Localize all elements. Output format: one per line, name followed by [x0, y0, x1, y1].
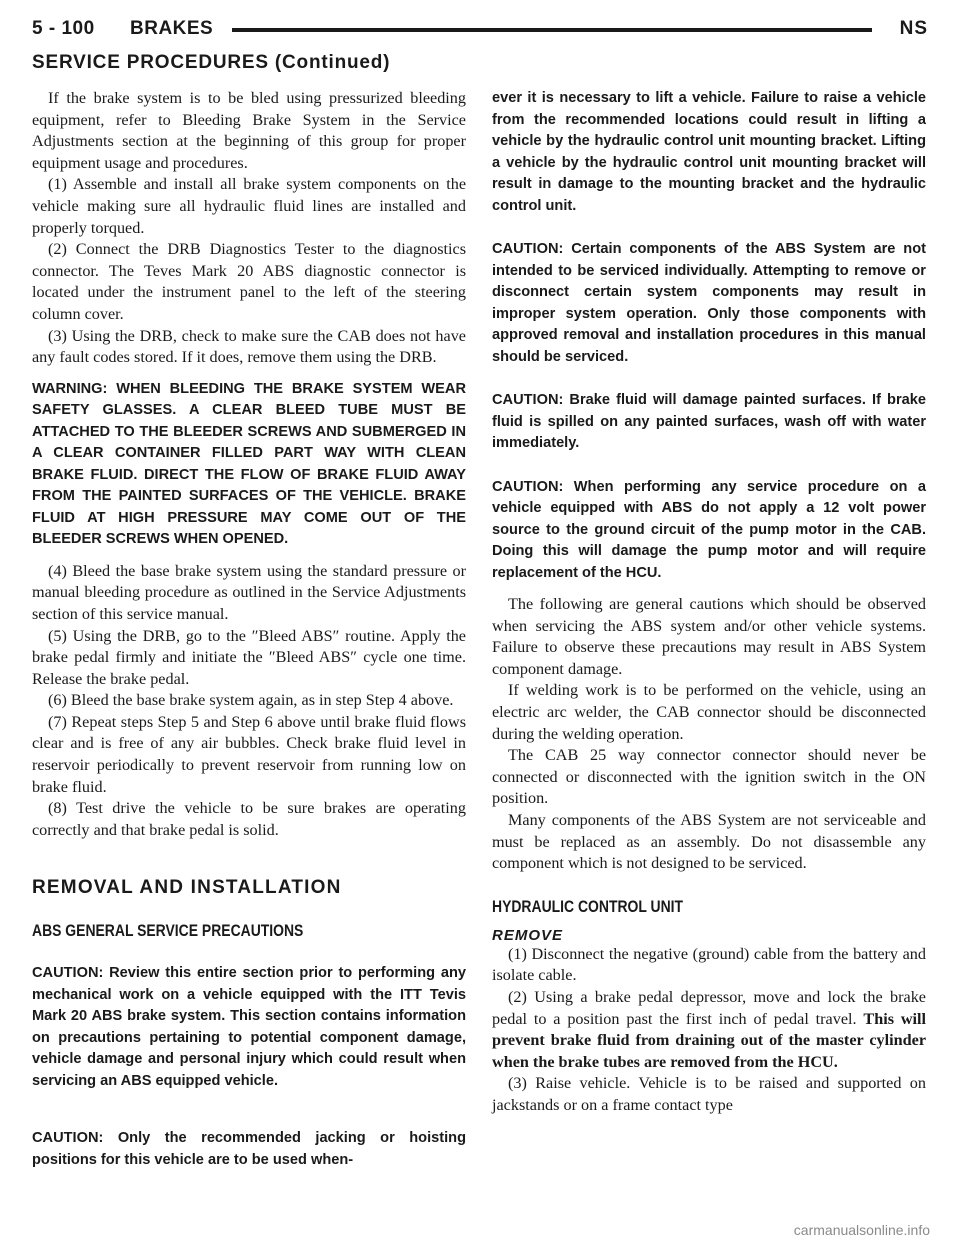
- remove-step-2: [492, 987, 926, 1073]
- caution-components: CAUTION: Certain components of the ABS System are not intended to be serviced individually. Attempting to remove or disconnect certain system components may result in improper system operation. Only those components with approved removal and installation procedures in this manual should be serviced.: [492, 241, 926, 365]
- remove-step-1: (1) Disconnect the negative (ground) cable from the battery and isolate cable.: [492, 944, 926, 985]
- section-name: BRAKES: [130, 18, 214, 39]
- caution-review: CAUTION: Review this entire section prior to performing any mechanical work on a vehicle equipped with the ITT Tevis Mark 20 ABS brake system. This section contains information on precautions pertaining to potential component damage, vehicle damage and personal injury which could result when servicing an ABS equipped vehicle.: [32, 965, 466, 1089]
- remove-step-2-text: (2) Using a brake pedal depressor, move and lock the brake pedal to a position past the first inch of pedal travel.: [492, 987, 926, 1028]
- step-1: (1) Assemble and install all brake system components on the vehicle making sure all hydraulic fluid lines are installed and properly torqued.: [32, 175, 466, 237]
- heading-removal-installation: REMOVAL AND INSTALLATION: [32, 877, 342, 899]
- caution-power-source: CAUTION: When performing any service procedure on a vehicle equipped with ABS do not apply a 12 volt power source to the ground circuit of the pump motor in the CAB. Doing this will damage the pump motor and will require replacement of the HCU.: [492, 478, 926, 581]
- step-7: (7) Repeat steps Step 5 and Step 6 above until brake fluid flows clear and is free of any air bubbles. Check brake fluid level in reservoir periodically to prevent reservoir from running low on brake fluid.: [32, 712, 466, 796]
- model-code: NS: [899, 18, 928, 39]
- watermark: carmanualsonline.info: [793, 1222, 930, 1238]
- caution-jacking-end: ever it is necessary to lift a vehicle. Failure to raise a vehicle from the recommended locations could result in lifting a vehicle by the hydraulic control unit mounting bracket. Lifting a vehicle by the hydraulic control unit mounting bracket will result in damage to the mounting bracket and the hydraulic control unit.: [492, 90, 926, 214]
- step-8: (8) Test drive the vehicle to be sure brakes are operating correctly and that brake pedal is solid.: [32, 799, 466, 839]
- intro-paragraph: If the brake system is to be bled using pressurized bleeding equipment, refer to Bleeding Brake System in the Service Adjustments section at the beginning of this group for proper equipment usage and procedures.: [32, 89, 466, 172]
- step-2: (2) Connect the DRB Diagnostics Tester to the diagnostics connector. The Teves Mark 20 ABS diagnostic connector is located under the instrument panel to the left of the steering column cover.: [32, 240, 466, 323]
- right-column: [492, 88, 926, 1116]
- step-6: (6) Bleed the base brake system again, as in step Step 4 above.: [48, 691, 454, 710]
- remove-step-2-bold: This will prevent brake fluid from draining out of the master cylinder when the brake tubes are removed from the HCU.: [492, 1009, 927, 1071]
- caution-brake-fluid: CAUTION: Brake fluid will damage painted surfaces. If brake fluid is spilled on any painted surfaces, wash off with water immediately.: [492, 392, 926, 451]
- general-cautions: The following are general cautions which should be observed when servicing the ABS system and/or other vehicle systems. Failure to observe these precautions may result in ABS System component damage.: [492, 595, 926, 678]
- page-header: [32, 14, 928, 48]
- header-rule: [232, 28, 872, 32]
- step-3: (3) Using the DRB, check to make sure the CAB does not have any fault codes stored. If it does, remove them using the DRB.: [32, 326, 466, 367]
- caution-jacking-start: CAUTION: Only the recommended jacking or hoisting positions for this vehicle are to be used when-: [32, 1130, 466, 1168]
- running-title: SERVICE PROCEDURES (Continued): [32, 52, 391, 73]
- page-number: 5 - 100: [32, 18, 95, 39]
- step-5: (5) Using the DRB, go to the ″Bleed ABS″ routine. Apply the brake pedal firmly and initiate the ″Bleed ABS″ cycle one time. Release the brake pedal.: [32, 626, 466, 688]
- connector-paragraph: The CAB 25 way connector connector should never be connected or disconnected with the ignition switch in the ON position.: [492, 746, 926, 808]
- remove-step-3: (3) Raise vehicle. Vehicle is to be raised and supported on jackstands or on a frame contact type: [492, 1074, 926, 1114]
- heading-hydraulic-control-unit: HYDRAULIC CONTROL UNIT: [492, 896, 684, 916]
- heading-remove: REMOVE: [492, 926, 564, 944]
- step-4: (4) Bleed the base brake system using the standard pressure or manual bleeding procedure as outlined in the Service Adjustments section of this service manual.: [32, 561, 466, 623]
- heading-abs-precautions: ABS GENERAL SERVICE PRECAUTIONS: [32, 921, 304, 941]
- components-paragraph: Many components of the ABS System are not serviceable and must be replaced as an assembly. Do not disassemble any component which is not designed to be serviced.: [492, 810, 926, 873]
- warning-bleeding: WARNING: WHEN BLEEDING THE BRAKE SYSTEM WEAR SAFETY GLASSES. A CLEAR BLEED TUBE MUST BE ATTACHED TO THE BLEEDER SCREWS AND SUBMERGED IN A CLEAR CONTAINER FILLED PART WAY WITH CLEAN BRAKE FLUID. DIRECT THE FLOW OF BRAKE FLUID AWAY FROM THE PAINTED SURFACES OF THE VEHICLE. BRAKE FLUID AT HIGH PRESSURE MAY COME OUT OF THE BLEEDER SCREWS WHEN OPENED.: [32, 380, 466, 548]
- welding-paragraph: If welding work is to be performed on the vehicle, using an electric arc welder, the CAB connector should be disconnected during the welding operation.: [492, 681, 926, 743]
- left-column: [32, 88, 466, 1171]
